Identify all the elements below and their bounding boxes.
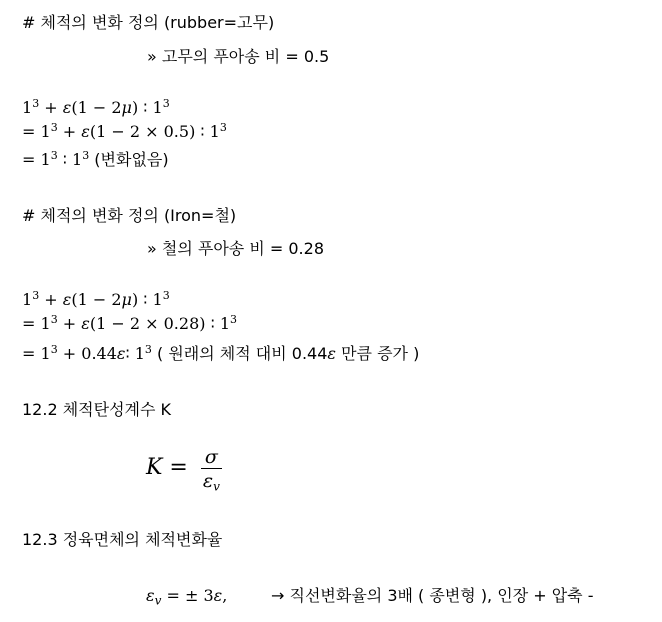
equation-rubber-2: = $1^3 + \varepsilon(1 - 2 \times 0.5)$ ∶ $1^3$ <box>22 120 227 141</box>
fraction-denominator: $\varepsilon_v$ <box>202 470 220 494</box>
bulk-modulus-formula: K = $\frac{\sigma}{\varepsilon_v}$ <box>146 446 220 494</box>
section-heading-bulk-modulus: 12.2 체적탄성계수 K <box>22 400 172 419</box>
poisson-value: 0.5 <box>303 47 330 66</box>
formula-lhs: K <box>146 455 163 480</box>
poisson-label: » 고무의 푸아송 비 = <box>147 47 304 66</box>
cube-volume-change-formula: $\varepsilon_v$ = ± 3ε, <box>146 586 228 608</box>
poisson-ratio-iron <box>147 239 324 259</box>
equation-iron-2: = $1^3 + \varepsilon(1 - 2 \times 0.28)$ ∶ $1^3$ <box>22 312 238 333</box>
poisson-value: 0.28 <box>288 239 324 258</box>
cube-volume-change-note: → 직선변화율의 3배 ( 종변형 ), 인장 + 압축 - <box>271 586 594 605</box>
poisson-label: » 철의 푸아송 비 = <box>147 239 289 258</box>
equation-rubber-1: $1^3 + \varepsilon(1 - 2\mu)$ ∶ $1^3$ <box>22 96 170 117</box>
equation-iron-3: = $1^3$ + 0.44ε∶ $1^3$ ( 원래의 체적 대비 0.44ε 만큼 증가 ) <box>22 342 420 363</box>
section-heading-cube-volume-change: 12.3 정육면체의 체적변화율 <box>22 530 223 549</box>
poisson-ratio-rubber <box>147 47 329 67</box>
section-heading-iron: # 체적의 변화 정의 (Iron=철) <box>22 206 237 225</box>
formula-fraction <box>201 446 222 493</box>
equation-iron-1: $1^3 + \varepsilon(1 - 2\mu)$ ∶ $1^3$ <box>22 288 170 309</box>
equation-rubber-3: = $1^3$ ∶ $1^3$ (변화없음) <box>22 148 169 169</box>
section-heading-rubber: # 체적의 변화 정의 (rubber=고무) <box>22 13 275 32</box>
fraction-numerator: σ <box>204 446 218 468</box>
